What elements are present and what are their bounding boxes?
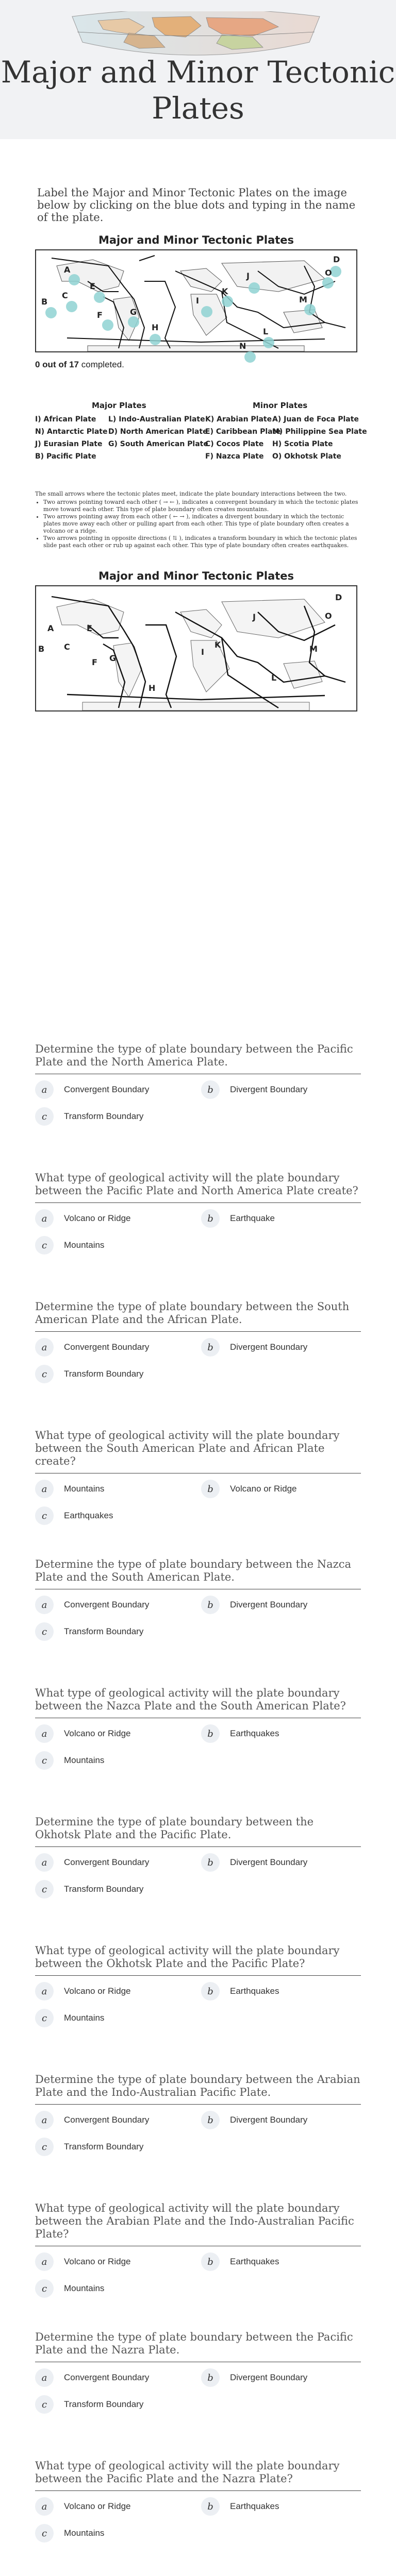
label-dot-j[interactable] bbox=[249, 282, 260, 294]
question-text: What type of geological activity will the plate boundary between the Pacific Plate and North America Plate create? bbox=[35, 1172, 361, 1203]
option-letter-badge: a bbox=[35, 1724, 54, 1743]
question-block bbox=[35, 2331, 361, 2410]
option-label: Divergent Boundary bbox=[230, 2115, 308, 2125]
map-frame bbox=[35, 585, 357, 711]
answer-option[interactable] bbox=[35, 1337, 149, 1358]
question-text: What type of geological activity will the plate boundary between the Arabian Plate and the Indo-Australian Pacific Plate? bbox=[35, 2202, 361, 2246]
answer-option[interactable] bbox=[201, 1208, 275, 1229]
map-label-m: M bbox=[299, 295, 307, 304]
label-dot-n[interactable] bbox=[244, 351, 256, 363]
option-letter-badge: b bbox=[201, 1480, 220, 1498]
option-label: Divergent Boundary bbox=[230, 1084, 308, 1094]
label-dot-m[interactable] bbox=[304, 304, 316, 315]
answer-option[interactable] bbox=[35, 1106, 143, 1127]
answer-option[interactable] bbox=[35, 1595, 149, 1615]
label-dot-e[interactable] bbox=[94, 292, 105, 303]
option-label: Volcano or Ridge bbox=[64, 2257, 131, 2266]
legend-item: • Two arrows pointing in opposite directions ( ⇅ ), indicates a transform boundary in which the tectonic plates slide past each other or rub up against each other. This type of plate boundary often creates earthquakes. bbox=[43, 535, 361, 549]
option-label: Earthquakes bbox=[230, 1728, 279, 1738]
answer-option[interactable] bbox=[201, 1981, 279, 2002]
option-label: Volcano or Ridge bbox=[230, 1484, 297, 1494]
option-label: Divergent Boundary bbox=[230, 1857, 308, 1867]
option-letter-badge: a bbox=[35, 2111, 54, 2129]
option-letter-badge: c bbox=[35, 1751, 54, 1770]
option-label: Mountains bbox=[64, 2013, 105, 2023]
question-block bbox=[35, 2460, 361, 2539]
label-dot-i[interactable] bbox=[201, 306, 212, 317]
option-label: Mountains bbox=[64, 1484, 105, 1494]
minor-plate-item: C) Cocos Plate bbox=[205, 440, 264, 448]
option-label: Earthquakes bbox=[230, 1986, 279, 1996]
map-label-j: J bbox=[246, 271, 250, 281]
option-label: Volcano or Ridge bbox=[64, 1728, 131, 1738]
answer-option[interactable] bbox=[35, 2278, 104, 2299]
option-letter-badge: c bbox=[35, 2395, 54, 2414]
map-label-o: O bbox=[325, 611, 332, 621]
minor-plate-item: A) Juan de Foca Plate bbox=[272, 415, 359, 423]
label-dot-c[interactable] bbox=[66, 301, 77, 312]
option-label: Convergent Boundary bbox=[64, 2372, 150, 2382]
option-letter-badge: b bbox=[201, 2368, 220, 2387]
map-label-l: L bbox=[271, 673, 277, 683]
map-title: Major and Minor Tectonic Plates bbox=[98, 570, 294, 582]
answer-option[interactable] bbox=[35, 2496, 130, 2517]
map-label-a: A bbox=[64, 265, 71, 275]
option-letter-badge: a bbox=[35, 1209, 54, 1228]
option-label: Volcano or Ridge bbox=[64, 1213, 131, 1223]
question-block bbox=[35, 1944, 361, 2024]
option-letter-badge: c bbox=[35, 1880, 54, 1899]
interactive-map bbox=[35, 234, 357, 370]
answer-option[interactable] bbox=[201, 2110, 307, 2130]
answer-option[interactable] bbox=[35, 2110, 149, 2130]
option-letter-badge: c bbox=[35, 1622, 54, 1641]
map-label-j: J bbox=[253, 612, 256, 622]
map-label-g: G bbox=[109, 653, 117, 663]
reference-map bbox=[35, 570, 357, 711]
plate-list bbox=[35, 401, 367, 478]
option-label: Convergent Boundary bbox=[64, 2115, 150, 2125]
question-text: Determine the type of plate boundary between the Pacific Plate and the Nazra Plate. bbox=[35, 2331, 361, 2362]
question-block bbox=[35, 1687, 361, 1766]
option-letter-badge: a bbox=[35, 1480, 54, 1498]
option-letter-badge: b bbox=[201, 1080, 220, 1099]
major-plate-item: D) North American Plate bbox=[108, 428, 208, 436]
map-label-d: D bbox=[333, 255, 340, 264]
legend-intro: The small arrows where the tectonic plates meet, indicate the plate boundary interactions between the two. bbox=[35, 490, 347, 497]
option-label: Convergent Boundary bbox=[64, 1342, 150, 1352]
minor-plate-item: K) Arabian Plate bbox=[205, 415, 272, 423]
answer-option[interactable] bbox=[35, 1879, 143, 1900]
map-frame bbox=[35, 249, 357, 352]
map-label-f: F bbox=[92, 657, 97, 667]
option-label: Transform Boundary bbox=[64, 2142, 144, 2151]
question-text: Determine the type of plate boundary between the South American Plate and the African Plate. bbox=[35, 1300, 361, 1332]
option-label: Mountains bbox=[64, 2528, 105, 2538]
label-dot-b[interactable] bbox=[45, 307, 57, 318]
option-label: Transform Boundary bbox=[64, 1884, 144, 1894]
question-text: What type of geological activity will the plate boundary between the Pacific Plate and the Nazra Plate? bbox=[35, 2460, 361, 2491]
answer-option[interactable] bbox=[201, 1079, 307, 1100]
option-label: Earthquake bbox=[230, 1213, 275, 1223]
answer-option[interactable] bbox=[35, 1621, 143, 1642]
answer-option[interactable] bbox=[35, 1364, 143, 1384]
map-title: Major and Minor Tectonic Plates bbox=[98, 234, 294, 246]
question-block bbox=[35, 1172, 361, 1251]
option-letter-badge: a bbox=[35, 1338, 54, 1357]
major-plate-item: J) Eurasian Plate bbox=[35, 440, 103, 448]
option-letter-badge: a bbox=[35, 1982, 54, 2001]
option-letter-badge: c bbox=[35, 2009, 54, 2027]
option-label: Divergent Boundary bbox=[230, 1342, 308, 1352]
question-block bbox=[35, 1300, 361, 1380]
legend-item: • Two arrows pointing toward each other ( → ← ), indicates a convergent boundary in which the tectonic plates move toward each other. This type of plate boundary often creates mountains. bbox=[43, 499, 361, 513]
option-label: Transform Boundary bbox=[64, 1111, 144, 1121]
option-label: Divergent Boundary bbox=[230, 2372, 308, 2382]
question-text: What type of geological activity will the plate boundary between the Okhotsk Plate and the Pacific Plate? bbox=[35, 1944, 361, 1976]
option-letter-badge: b bbox=[201, 2111, 220, 2129]
major-plate-item: G) South American Plate bbox=[108, 440, 208, 448]
answer-option[interactable] bbox=[201, 1852, 307, 1873]
map-label-c: C bbox=[64, 642, 70, 652]
map-label-e: E bbox=[90, 281, 95, 291]
major-plate-item: N) Antarctic Plate bbox=[35, 428, 108, 436]
option-label: Volcano or Ridge bbox=[64, 2501, 131, 2511]
option-label: Transform Boundary bbox=[64, 2399, 144, 2409]
label-dot-f[interactable] bbox=[102, 319, 113, 331]
option-label: Mountains bbox=[64, 2283, 105, 2293]
question-block bbox=[35, 1816, 361, 1895]
question-block bbox=[35, 2073, 361, 2153]
page-title: Major and Minor Tectonic Plates bbox=[1, 55, 395, 126]
question-text: What type of geological activity will the plate boundary between the Nazca Plate and the South American Plate? bbox=[35, 1687, 361, 1718]
answer-option[interactable] bbox=[201, 2496, 279, 2517]
map-label-o: O bbox=[325, 268, 332, 278]
option-label: Transform Boundary bbox=[64, 1369, 144, 1379]
map-label-i: I bbox=[196, 296, 199, 306]
map-label-a: A bbox=[47, 623, 54, 633]
map-label-h: H bbox=[152, 323, 159, 332]
header bbox=[0, 0, 396, 139]
question-block bbox=[35, 1558, 361, 1637]
option-letter-badge: a bbox=[35, 2368, 54, 2387]
option-letter-badge: a bbox=[35, 2497, 54, 2516]
option-label: Mountains bbox=[64, 1755, 105, 1765]
answer-option[interactable] bbox=[35, 1981, 130, 2002]
question-block bbox=[35, 1429, 361, 1521]
major-plate-item: L) Indo-Australian Plate bbox=[108, 415, 205, 423]
option-letter-badge: a bbox=[35, 1080, 54, 1099]
question-block bbox=[35, 2202, 361, 2294]
label-dot-k[interactable] bbox=[222, 296, 233, 307]
answer-option[interactable] bbox=[35, 2137, 143, 2157]
option-letter-badge: a bbox=[35, 1853, 54, 1872]
question-block bbox=[35, 1043, 361, 1122]
option-label: Earthquakes bbox=[230, 2257, 279, 2266]
map-label-l: L bbox=[263, 327, 269, 336]
option-label: Convergent Boundary bbox=[64, 1084, 150, 1094]
map-label-g: G bbox=[130, 307, 137, 317]
question-text: Determine the type of plate boundary between the Pacific Plate and the North America Plate. bbox=[35, 1043, 361, 1074]
label-dot-o[interactable] bbox=[322, 277, 334, 289]
option-letter-badge: b bbox=[201, 1724, 220, 1743]
option-letter-badge: b bbox=[201, 2497, 220, 2516]
question-text: Determine the type of plate boundary between the Nazca Plate and the South American Plate. bbox=[35, 1558, 361, 1589]
question-text: Determine the type of plate boundary between the Arabian Plate and the Indo-Australian Pacific Plate. bbox=[35, 2073, 361, 2105]
minor-plate-item: M) Philippine Sea Plate bbox=[272, 428, 367, 436]
answer-option[interactable] bbox=[201, 1337, 307, 1358]
label-dot-h[interactable] bbox=[150, 334, 161, 345]
answer-option[interactable] bbox=[201, 1595, 307, 1615]
option-letter-badge: c bbox=[35, 2524, 54, 2543]
answer-option[interactable] bbox=[35, 1079, 149, 1100]
answer-option[interactable] bbox=[35, 2523, 104, 2544]
minor-plate-item: E) Caribbean Plate bbox=[205, 428, 281, 436]
answer-option[interactable] bbox=[35, 2367, 149, 2388]
world-map-banner bbox=[67, 11, 325, 60]
map-label-m: M bbox=[309, 644, 318, 654]
label-dot-a[interactable] bbox=[69, 274, 80, 285]
question-text: What type of geological activity will the plate boundary between the South American Plate and African Plate create? bbox=[35, 1429, 361, 1473]
answer-option[interactable] bbox=[35, 1723, 130, 1744]
option-label: Convergent Boundary bbox=[64, 1857, 150, 1867]
answer-option[interactable] bbox=[35, 1479, 104, 1499]
option-letter-badge: b bbox=[201, 1596, 220, 1614]
label-dot-l[interactable] bbox=[263, 337, 274, 348]
answer-option[interactable] bbox=[201, 1723, 279, 1744]
minor-plates-heading: Minor Plates bbox=[253, 401, 308, 410]
option-letter-badge: b bbox=[201, 1209, 220, 1228]
option-letter-badge: c bbox=[35, 1365, 54, 1383]
minor-plate-item: O) Okhotsk Plate bbox=[272, 452, 341, 461]
option-letter-badge: c bbox=[35, 1236, 54, 1255]
option-letter-badge: c bbox=[35, 1506, 54, 1525]
label-dot-g[interactable] bbox=[128, 316, 139, 328]
answer-option[interactable] bbox=[35, 1208, 130, 1229]
answer-option[interactable] bbox=[35, 2394, 143, 2415]
question-text: Determine the type of plate boundary between the Okhotsk Plate and the Pacific Plate. bbox=[35, 1816, 361, 1847]
map-label-b: B bbox=[38, 644, 45, 654]
option-letter-badge: b bbox=[201, 1982, 220, 2001]
boundary-legend bbox=[35, 490, 361, 549]
major-plates-heading: Major Plates bbox=[92, 401, 146, 410]
completion-count: 0 out of 17 bbox=[35, 360, 79, 369]
minor-plate-item: F) Nazca Plate bbox=[205, 452, 264, 461]
legend-item: • Two arrows pointing away from each other ( ← → ), indicates a divergent boundary in which the tectonic plates move away each other or pulling apart from each other. This type of plate boundary often creates a volcano or a ridge. bbox=[43, 513, 361, 535]
map-label-n: N bbox=[239, 341, 246, 351]
map-label-k: K bbox=[214, 640, 221, 650]
answer-option[interactable] bbox=[35, 1750, 104, 1771]
option-letter-badge: b bbox=[201, 1853, 220, 1872]
answer-option[interactable] bbox=[35, 2251, 130, 2272]
map-label-d: D bbox=[335, 592, 342, 602]
map-label-c: C bbox=[62, 291, 68, 300]
map-label-h: H bbox=[148, 683, 156, 693]
option-letter-badge: c bbox=[35, 2138, 54, 2156]
option-label: Earthquakes bbox=[230, 2501, 279, 2511]
answer-option[interactable] bbox=[35, 1505, 113, 1526]
map-label-b: B bbox=[41, 297, 48, 307]
option-letter-badge: b bbox=[201, 1338, 220, 1357]
minor-plate-item: H) Scotia Plate bbox=[272, 440, 333, 448]
answer-option[interactable] bbox=[201, 2367, 307, 2388]
answer-option[interactable] bbox=[35, 1235, 104, 1256]
worksheet-content bbox=[35, 187, 367, 2576]
answer-option[interactable] bbox=[35, 2008, 104, 2028]
option-label: Convergent Boundary bbox=[64, 1600, 150, 1609]
plate-boundary-map bbox=[36, 586, 356, 710]
map-label-e: E bbox=[87, 623, 92, 633]
answer-option[interactable] bbox=[35, 1852, 149, 1873]
map-label-i: I bbox=[201, 647, 204, 657]
option-letter-badge: a bbox=[35, 2252, 54, 2271]
option-letter-badge: c bbox=[35, 2279, 54, 2298]
option-letter-badge: b bbox=[201, 2252, 220, 2271]
completion-suffix: completed. bbox=[79, 360, 124, 369]
option-letter-badge: c bbox=[35, 1107, 54, 1126]
option-label: Mountains bbox=[64, 1240, 105, 1250]
option-label: Divergent Boundary bbox=[230, 1600, 308, 1609]
major-plate-item: B) Pacific Plate bbox=[35, 452, 96, 461]
map-label-k: K bbox=[222, 286, 228, 296]
option-label: Volcano or Ridge bbox=[64, 1986, 131, 1996]
map-label-f: F bbox=[97, 310, 103, 320]
answer-option[interactable] bbox=[201, 2251, 279, 2272]
completion-status bbox=[35, 360, 357, 370]
option-letter-badge: a bbox=[35, 1596, 54, 1614]
instructions: Label the Major and Minor Tectonic Plates on the image below by clicking on the blue dots and typing in the name of the plate. bbox=[37, 187, 356, 224]
option-label: Earthquakes bbox=[64, 1511, 113, 1520]
major-plate-item: I) African Plate bbox=[35, 415, 96, 423]
option-label: Transform Boundary bbox=[64, 1626, 144, 1636]
answer-option[interactable] bbox=[201, 1479, 296, 1499]
